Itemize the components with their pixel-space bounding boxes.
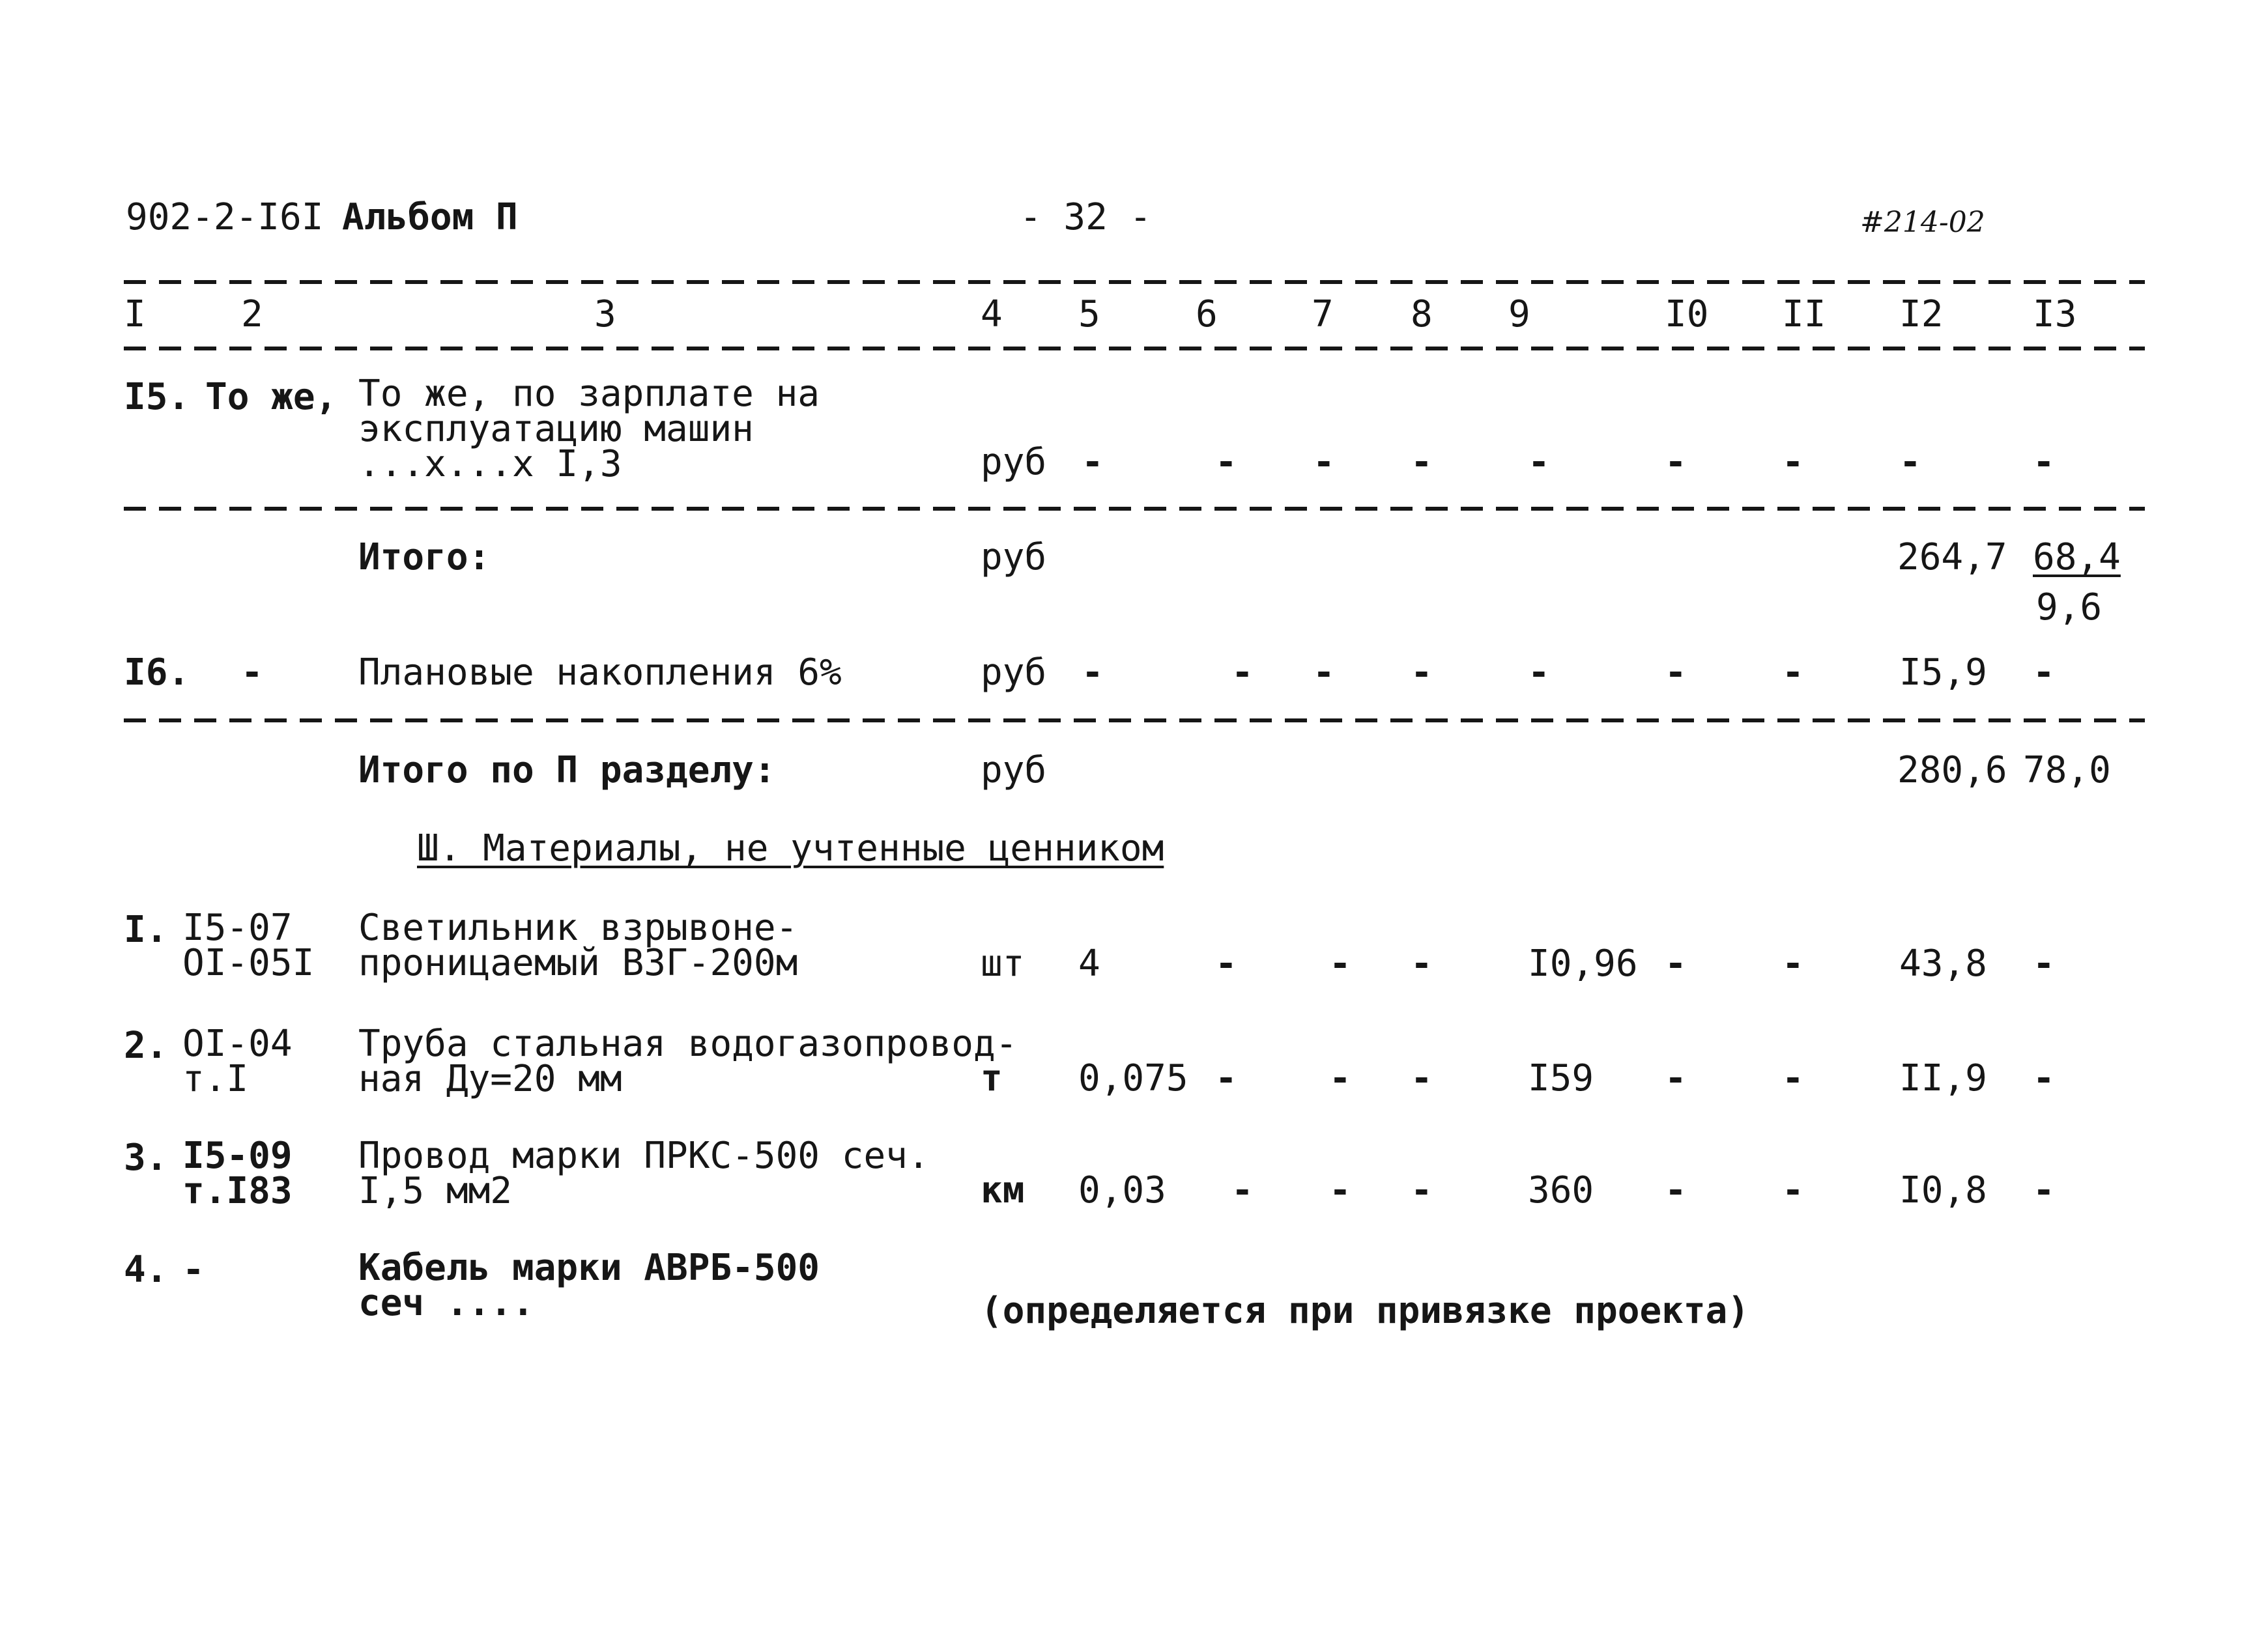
total-col13-numerator: 68,4 bbox=[2033, 536, 2121, 578]
row-15-col5: - bbox=[1082, 441, 1104, 483]
row-16-reference: - bbox=[241, 651, 263, 694]
material-2-col11: - bbox=[1782, 1057, 1804, 1099]
material-1-reference: I5-07 OI-05I bbox=[182, 907, 315, 984]
material-1-unit: шт bbox=[981, 943, 1025, 985]
row-16-col10: - bbox=[1528, 651, 1550, 694]
section-total-col12: 280,6 bbox=[1897, 749, 2007, 791]
material-2-reference: OI-04 т.I bbox=[182, 1023, 293, 1100]
total-unit: руб bbox=[981, 536, 1047, 578]
material-1-cost: 43,8 bbox=[1899, 943, 1987, 985]
material-3-col11: - bbox=[1782, 1169, 1804, 1212]
material-3-reference: I5-09 т.I83 bbox=[182, 1135, 293, 1212]
material-1-number: I. bbox=[124, 909, 168, 951]
column-number-5: 5 bbox=[1078, 293, 1100, 335]
row-15-col9: - bbox=[1528, 441, 1550, 483]
material-3-col10: - bbox=[1665, 1169, 1687, 1212]
material-2-price: I59 bbox=[1528, 1057, 1594, 1099]
material-2-col6: - bbox=[1215, 1057, 1237, 1099]
column-number-3: 3 bbox=[594, 293, 616, 335]
column-number-2: 2 bbox=[241, 293, 263, 335]
row-16-col11: - bbox=[1665, 651, 1687, 694]
material-4-description: Кабель марки АВРБ-500 сеч .... bbox=[358, 1247, 820, 1324]
table-top-rule bbox=[124, 280, 2145, 284]
material-2-col7: - bbox=[1329, 1057, 1351, 1099]
material-2-col10: - bbox=[1665, 1057, 1687, 1099]
material-1-col10: - bbox=[1665, 943, 1687, 985]
row-16-unit: руб bbox=[981, 651, 1047, 694]
material-2-quantity: 0,075 bbox=[1078, 1057, 1188, 1099]
material-3-description: Провод марки ПРКС-500 сеч. I,5 мм2 bbox=[358, 1135, 930, 1212]
material-4-note: (определяется при привязке проекта) bbox=[981, 1290, 1750, 1332]
section-3-title: Ш. Материалы, не учтенные ценником bbox=[417, 827, 1164, 870]
section-total-col13: 78,0 bbox=[2023, 749, 2111, 791]
material-3-col7: - bbox=[1329, 1169, 1351, 1212]
handwritten-registration-note: #214-02 bbox=[1860, 206, 1985, 239]
row-15-col8: - bbox=[1411, 441, 1433, 483]
material-1-col13: - bbox=[2033, 943, 2055, 985]
row-16-description: Плановые накопления 6% bbox=[358, 651, 842, 694]
material-2-col8: - bbox=[1411, 1057, 1433, 1099]
row-16-total-rule bbox=[124, 718, 2145, 722]
material-4-number: 4. bbox=[124, 1249, 168, 1291]
material-4-reference: - bbox=[182, 1249, 205, 1291]
row-16-col11b: - bbox=[1782, 651, 1804, 694]
column-number-9: 9 bbox=[1508, 293, 1530, 335]
material-1-col8: - bbox=[1411, 943, 1433, 985]
column-number-7: 7 bbox=[1312, 293, 1334, 335]
section-total-unit: руб bbox=[981, 749, 1047, 791]
column-number-4: 4 bbox=[981, 293, 1003, 335]
column-number-10: I0 bbox=[1665, 293, 1709, 335]
material-3-unit: км bbox=[981, 1169, 1025, 1212]
row-15-col6: - bbox=[1215, 441, 1237, 483]
total-col13-denominator: 9,6 bbox=[2036, 586, 2103, 629]
material-2-cost: II,9 bbox=[1899, 1057, 1987, 1099]
material-2-unit: т bbox=[981, 1057, 1003, 1099]
column-number-11: II bbox=[1782, 293, 1826, 335]
row-16-number: I6. bbox=[124, 651, 190, 694]
material-3-col8: - bbox=[1411, 1169, 1433, 1212]
material-3-col13: - bbox=[2033, 1169, 2055, 1212]
row-15-col12: - bbox=[1899, 441, 1921, 483]
material-1-col11: - bbox=[1782, 943, 1804, 985]
material-2-number: 2. bbox=[124, 1025, 168, 1067]
column-number-1: I bbox=[124, 293, 146, 335]
row-15-unit: руб bbox=[981, 441, 1047, 483]
row-15-col10: - bbox=[1665, 441, 1687, 483]
row-15-description: То же, по зарплате на эксплуатацию машин ...х...х I,3 bbox=[358, 373, 820, 485]
material-2-description: Труба стальная водогазопровод- ная Ду=20 мм bbox=[358, 1023, 1018, 1100]
row-15-total-rule bbox=[124, 507, 2145, 511]
material-1-description: Светильник взрывоне- проницаемый ВЗГ-200м bbox=[358, 907, 798, 984]
material-1-quantity: 4 bbox=[1078, 943, 1100, 985]
column-number-8: 8 bbox=[1411, 293, 1433, 335]
material-3-cost: I0,8 bbox=[1899, 1169, 1987, 1212]
row-16-col8: - bbox=[1313, 651, 1335, 694]
column-number-12: I2 bbox=[1899, 293, 1944, 335]
row-15-col13: - bbox=[2033, 441, 2055, 483]
material-1-col6: - bbox=[1215, 943, 1237, 985]
album-label: Альбом П bbox=[342, 196, 518, 238]
material-2-col13: - bbox=[2033, 1057, 2055, 1099]
material-3-quantity: 0,03 bbox=[1078, 1169, 1166, 1212]
material-3-price: 360 bbox=[1528, 1169, 1594, 1212]
row-15-reference: То же, bbox=[205, 376, 337, 418]
material-1-col7: - bbox=[1329, 943, 1351, 985]
document-code: 902-2-I6I bbox=[126, 196, 324, 238]
column-number-rule bbox=[124, 347, 2145, 350]
row-15-col7: - bbox=[1313, 441, 1335, 483]
page-number: - 32 - bbox=[1020, 196, 1152, 238]
row-15-number: I5. bbox=[124, 376, 190, 418]
row-16-col7: - bbox=[1231, 651, 1254, 694]
row-15-col11: - bbox=[1782, 441, 1804, 483]
section-total-label: Итого по П разделу: bbox=[358, 749, 776, 791]
material-3-number: 3. bbox=[124, 1137, 168, 1179]
row-16-col13: - bbox=[2033, 651, 2055, 694]
total-col12: 264,7 bbox=[1897, 536, 2007, 578]
total-label: Итого: bbox=[358, 536, 491, 578]
column-number-13: I3 bbox=[2033, 293, 2077, 335]
row-16-col9: - bbox=[1411, 651, 1433, 694]
row-16-col12: I5,9 bbox=[1899, 651, 1987, 694]
column-number-6: 6 bbox=[1196, 293, 1218, 335]
row-16-col5: - bbox=[1082, 651, 1104, 694]
material-1-price: I0,96 bbox=[1528, 943, 1638, 985]
material-3-col6: - bbox=[1231, 1169, 1254, 1212]
